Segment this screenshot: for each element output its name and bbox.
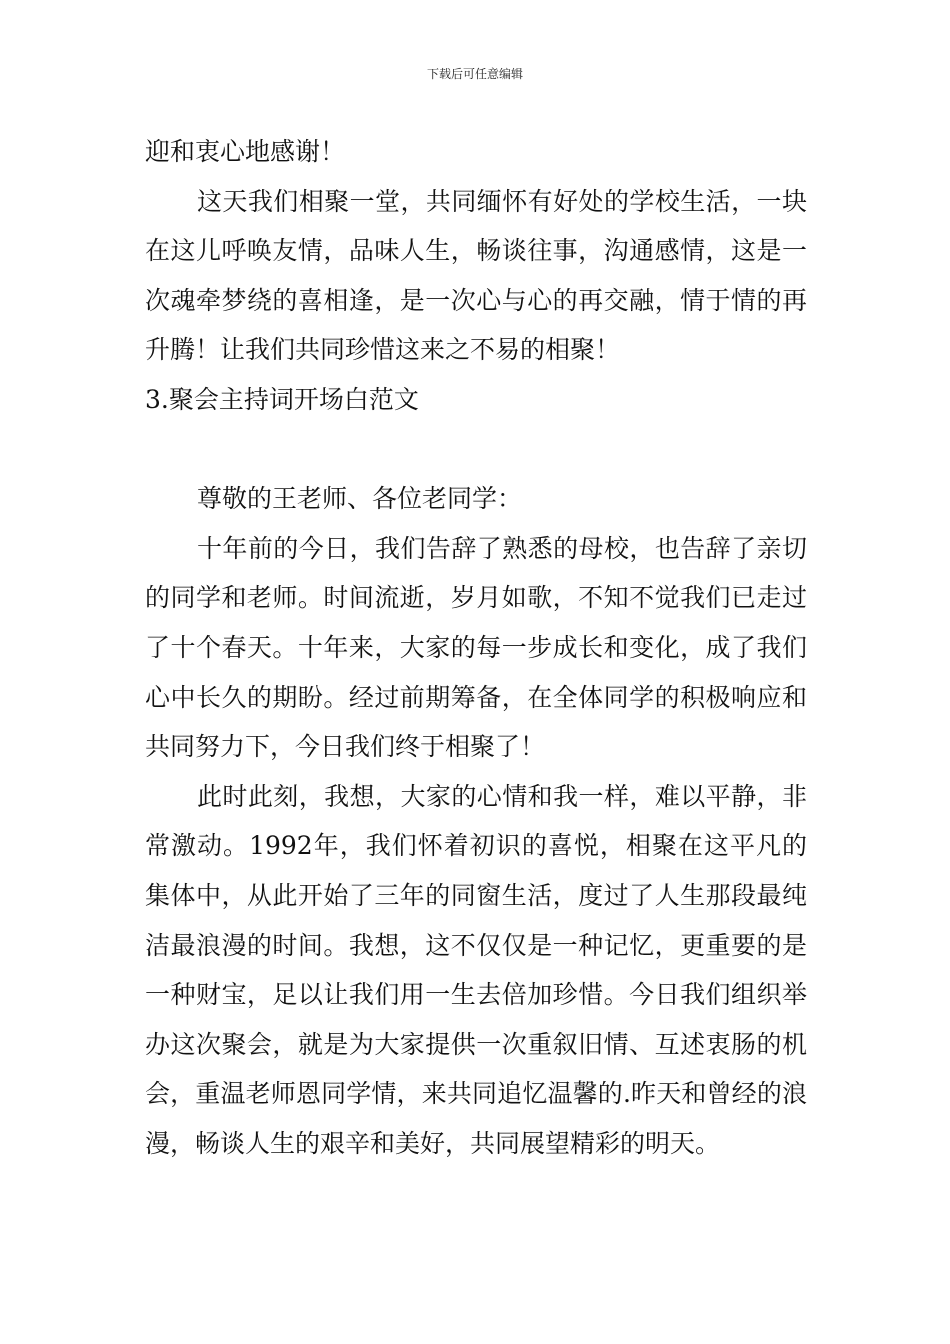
page-header: 下载后可任意编辑: [426, 67, 523, 81]
paragraph-ten-years: 十年前的今日，我们告辞了熟悉的母校，也告辞了亲切的同学和老师。时间流逝，岁月如歌，不知不觉我们已走过了十个春天。十年来，大家的每一步成长和变化，成了我们心中长久的期盼。经过前期筹备，在全体同学的积极响应和共同努力下，今日我们终于相聚了！: [145, 533, 807, 762]
paragraph-gathering: 这天我们相聚一堂，共同缅怀有好处的学校生活，一块在这儿呼唤友情，品味人生，畅谈往事，沟通感情，这是一次魂牵梦绕的喜相逢，是一次心与心的再交融，情于情的再升腾！让我们共同珍惜这来之不易的相聚！: [145, 186, 807, 365]
paragraph-this-moment: 此时此刻，我想，大家的心情和我一样，难以平静，非常激动。1992年，我们怀着初识的喜悦，相聚在这平凡的集体中，从此开始了三年的同窗生活，度过了人生那段最纯洁最浪漫的时间。我想，这不仅仅是一种记忆，更重要的是一种财宝，足以让我们用一生去倍加珍惜。今日我们组织举办这次聚会，就是为大家提供一次重叙旧情、互述衷肠的机会，重温老师恩同学情，来共同追忆温馨的.昨天和曾经的浪漫，畅谈人生的艰辛和美好，共同展望精彩的明天。: [145, 781, 807, 1158]
salutation: 尊敬的王老师、各位老同学：: [197, 484, 523, 514]
section-heading: 3.聚会主持词开场白范文: [145, 384, 419, 414]
document-body: [145, 127, 807, 1168]
blank-line: [145, 425, 807, 475]
paragraph-continued: 迎和衷心地感谢！: [145, 137, 346, 166]
